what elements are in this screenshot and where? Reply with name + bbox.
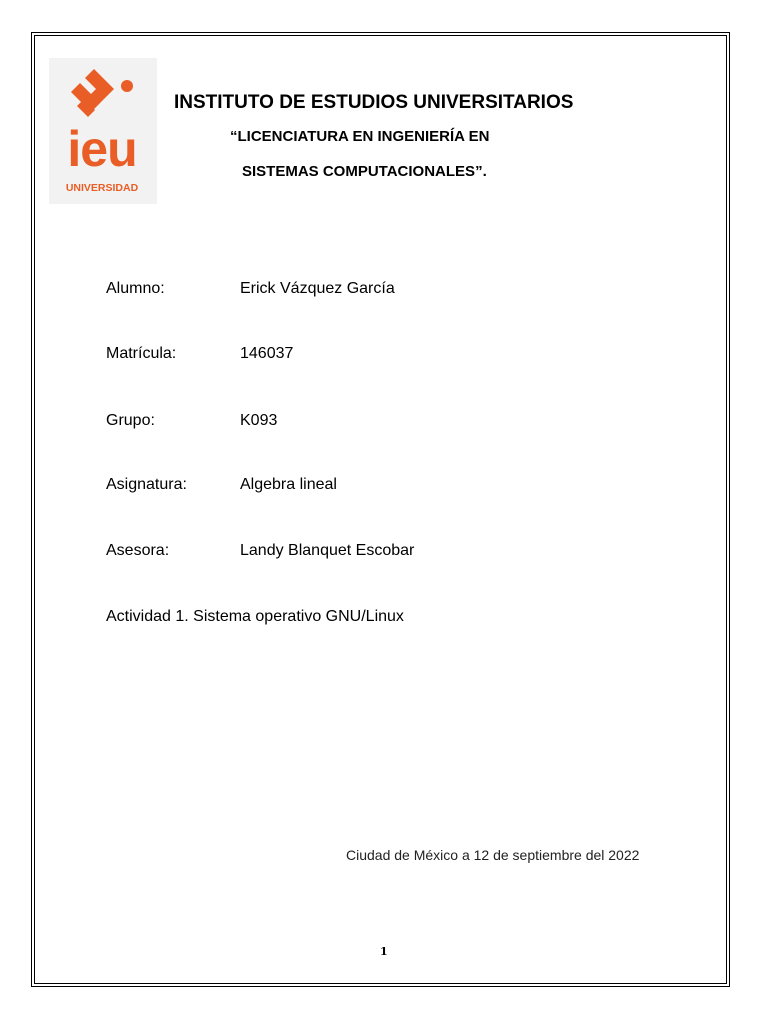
- alumno-value: Erick Vázquez García: [240, 280, 395, 297]
- institution-title: INSTITUTO DE ESTUDIOS UNIVERSITARIOS: [174, 92, 574, 113]
- matricula-value: 146037: [240, 345, 294, 362]
- logo-subtitle: UNIVERSIDAD: [65, 182, 139, 194]
- ieu-logo-graphic: [49, 58, 157, 204]
- asignatura-value: Algebra lineal: [240, 476, 337, 493]
- asesora-value: Landy Blanquet Escobar: [240, 542, 415, 559]
- activity-title: Actividad 1. Sistema operativo GNU/Linux: [106, 608, 404, 625]
- degree-line-1: “LICENCIATURA EN INGENIERÍA EN: [230, 128, 490, 145]
- degree-line-2: SISTEMAS COMPUTACIONALES”.: [242, 163, 487, 180]
- grupo-label: Grupo:: [106, 412, 155, 429]
- asignatura-label: Asignatura:: [106, 476, 187, 493]
- alumno-label: Alumno:: [106, 280, 165, 297]
- matricula-label: Matrícula:: [106, 345, 177, 362]
- grupo-value: K093: [240, 412, 278, 429]
- ieu-logo: [49, 58, 157, 204]
- place-date: Ciudad de México a 12 de septiembre del 2022: [346, 847, 640, 863]
- asesora-label: Asesora:: [106, 542, 170, 559]
- page-number: 1: [380, 945, 388, 958]
- logo-wordmark: ieu: [67, 121, 137, 177]
